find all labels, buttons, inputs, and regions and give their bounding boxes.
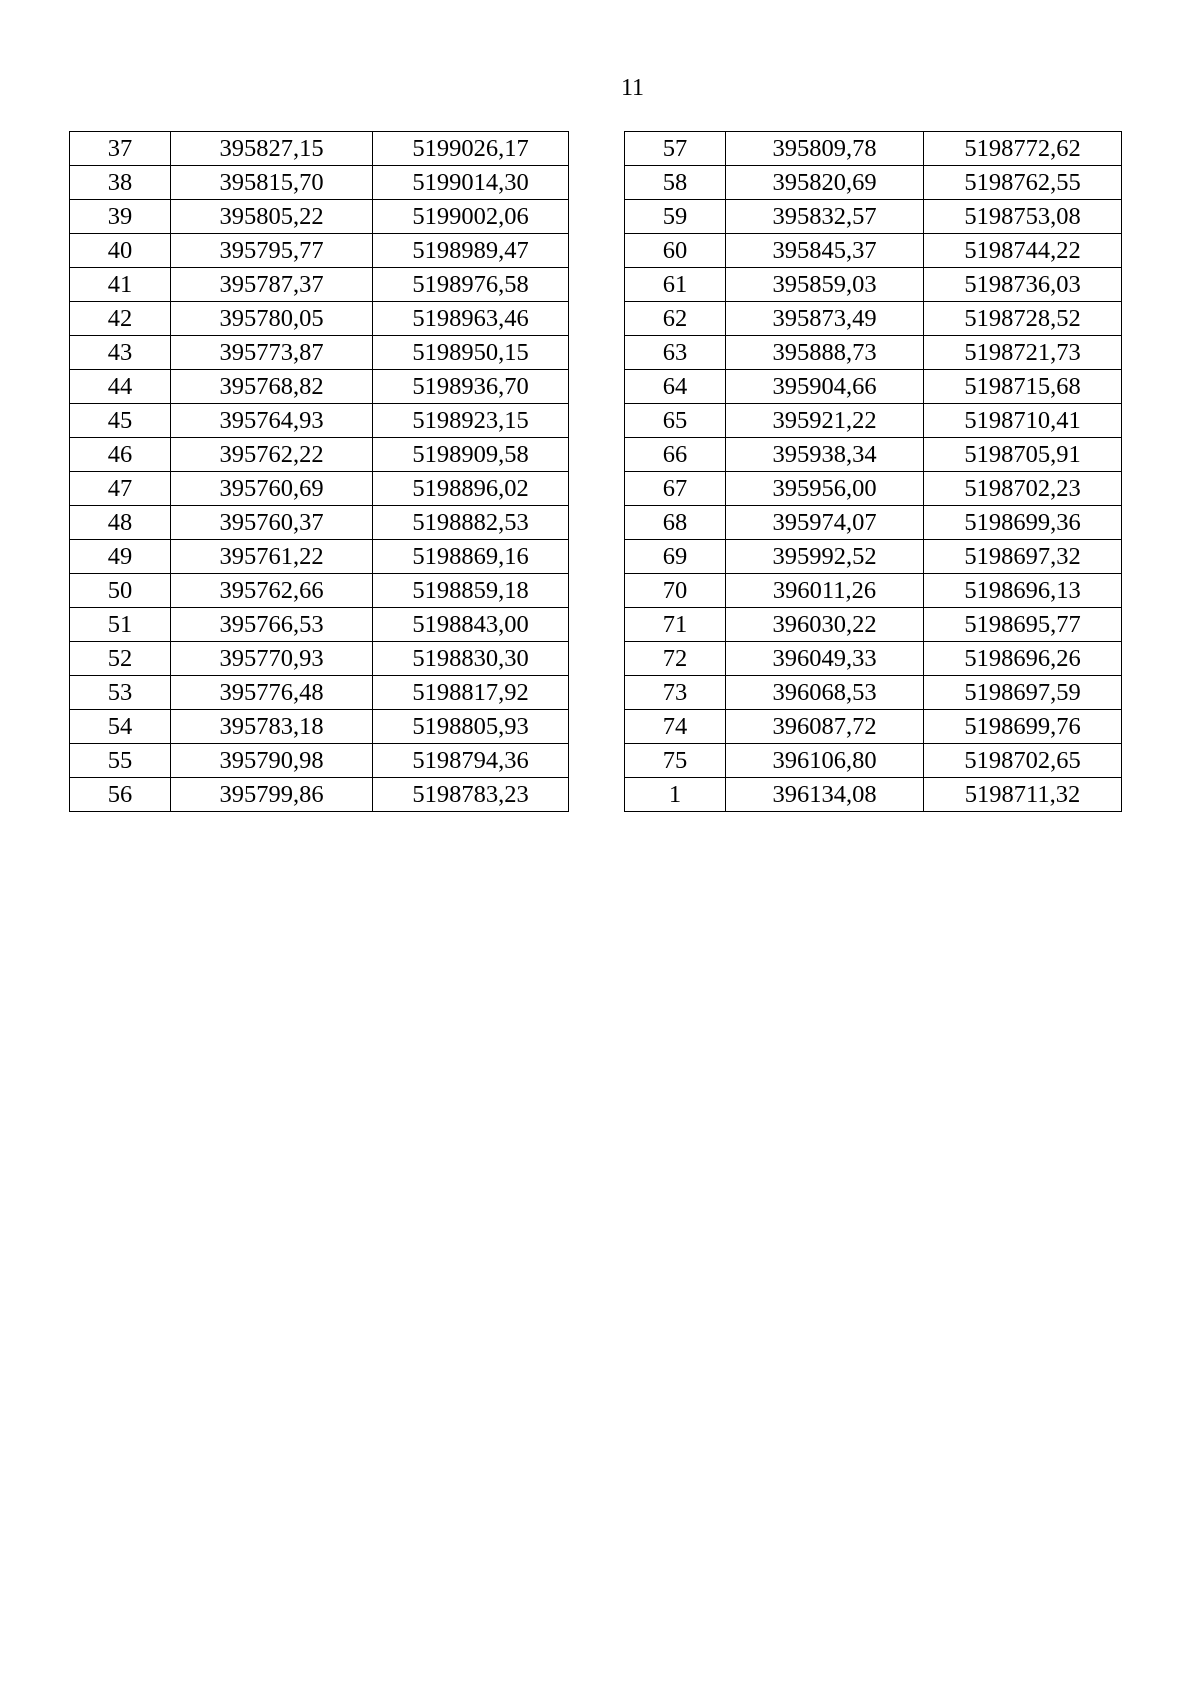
x-coordinate-cell: 395820,69 xyxy=(726,166,924,200)
x-coordinate-cell: 395780,05 xyxy=(171,302,373,336)
y-coordinate-cell: 5198989,47 xyxy=(373,234,569,268)
y-coordinate-cell: 5198869,16 xyxy=(373,540,569,574)
x-coordinate-cell: 396106,80 xyxy=(726,744,924,778)
y-coordinate-cell: 5198817,92 xyxy=(373,676,569,710)
table-row xyxy=(625,404,1122,438)
x-coordinate-cell: 395805,22 xyxy=(171,200,373,234)
point-number-cell: 53 xyxy=(70,676,171,710)
y-coordinate-cell: 5198753,08 xyxy=(924,200,1122,234)
point-number-cell: 1 xyxy=(625,778,726,812)
x-coordinate-cell: 395760,37 xyxy=(171,506,373,540)
x-coordinate-cell: 395873,49 xyxy=(726,302,924,336)
point-number-cell: 66 xyxy=(625,438,726,472)
x-coordinate-cell: 395956,00 xyxy=(726,472,924,506)
x-coordinate-cell: 395795,77 xyxy=(171,234,373,268)
point-number-cell: 54 xyxy=(70,710,171,744)
table-row xyxy=(70,608,569,642)
point-number-cell: 56 xyxy=(70,778,171,812)
x-coordinate-cell: 395766,53 xyxy=(171,608,373,642)
x-coordinate-cell: 395762,22 xyxy=(171,438,373,472)
x-coordinate-cell: 395770,93 xyxy=(171,642,373,676)
y-coordinate-cell: 5198705,91 xyxy=(924,438,1122,472)
x-coordinate-cell: 395827,15 xyxy=(171,132,373,166)
y-coordinate-cell: 5199026,17 xyxy=(373,132,569,166)
y-coordinate-cell: 5198923,15 xyxy=(373,404,569,438)
table-row xyxy=(625,574,1122,608)
x-coordinate-cell: 395815,70 xyxy=(171,166,373,200)
x-coordinate-cell: 395845,37 xyxy=(726,234,924,268)
table-row xyxy=(70,778,569,812)
table-row xyxy=(625,676,1122,710)
x-coordinate-cell: 395790,98 xyxy=(171,744,373,778)
y-coordinate-cell: 5198721,73 xyxy=(924,336,1122,370)
point-number-cell: 61 xyxy=(625,268,726,302)
y-coordinate-cell: 5198702,23 xyxy=(924,472,1122,506)
x-coordinate-cell: 395773,87 xyxy=(171,336,373,370)
y-coordinate-cell: 5198695,77 xyxy=(924,608,1122,642)
y-coordinate-cell: 5198744,22 xyxy=(924,234,1122,268)
y-coordinate-cell: 5198728,52 xyxy=(924,302,1122,336)
point-number-cell: 46 xyxy=(70,438,171,472)
point-number-cell: 55 xyxy=(70,744,171,778)
y-coordinate-cell: 5198710,41 xyxy=(924,404,1122,438)
table-row xyxy=(625,744,1122,778)
point-number-cell: 63 xyxy=(625,336,726,370)
y-coordinate-cell: 5198830,30 xyxy=(373,642,569,676)
y-coordinate-cell: 5198963,46 xyxy=(373,302,569,336)
point-number-cell: 41 xyxy=(70,268,171,302)
table-row xyxy=(70,506,569,540)
table-row xyxy=(625,268,1122,302)
y-coordinate-cell: 5198859,18 xyxy=(373,574,569,608)
point-number-cell: 68 xyxy=(625,506,726,540)
x-coordinate-cell: 395809,78 xyxy=(726,132,924,166)
x-coordinate-cell: 396030,22 xyxy=(726,608,924,642)
y-coordinate-cell: 5198715,68 xyxy=(924,370,1122,404)
y-coordinate-cell: 5199002,06 xyxy=(373,200,569,234)
point-number-cell: 65 xyxy=(625,404,726,438)
table-row xyxy=(625,302,1122,336)
point-number-cell: 71 xyxy=(625,608,726,642)
x-coordinate-cell: 395783,18 xyxy=(171,710,373,744)
point-number-cell: 70 xyxy=(625,574,726,608)
table-row xyxy=(70,540,569,574)
x-coordinate-cell: 396134,08 xyxy=(726,778,924,812)
y-coordinate-cell: 5198736,03 xyxy=(924,268,1122,302)
y-coordinate-cell: 5198976,58 xyxy=(373,268,569,302)
x-coordinate-cell: 395904,66 xyxy=(726,370,924,404)
x-coordinate-cell: 395859,03 xyxy=(726,268,924,302)
point-number-cell: 64 xyxy=(625,370,726,404)
y-coordinate-cell: 5199014,30 xyxy=(373,166,569,200)
table-row xyxy=(70,370,569,404)
coordinates-table-right xyxy=(624,131,1122,812)
table-row xyxy=(70,166,569,200)
point-number-cell: 75 xyxy=(625,744,726,778)
table-row xyxy=(625,710,1122,744)
y-coordinate-cell: 5198762,55 xyxy=(924,166,1122,200)
table-row xyxy=(625,642,1122,676)
table-row xyxy=(70,336,569,370)
x-coordinate-cell: 395762,66 xyxy=(171,574,373,608)
table-body xyxy=(625,132,1122,812)
point-number-cell: 42 xyxy=(70,302,171,336)
y-coordinate-cell: 5198699,76 xyxy=(924,710,1122,744)
table-row xyxy=(625,200,1122,234)
y-coordinate-cell: 5198699,36 xyxy=(924,506,1122,540)
x-coordinate-cell: 395776,48 xyxy=(171,676,373,710)
table-row xyxy=(625,234,1122,268)
x-coordinate-cell: 395832,57 xyxy=(726,200,924,234)
point-number-cell: 69 xyxy=(625,540,726,574)
x-coordinate-cell: 395764,93 xyxy=(171,404,373,438)
table-row xyxy=(625,778,1122,812)
x-coordinate-cell: 395799,86 xyxy=(171,778,373,812)
table-row xyxy=(70,574,569,608)
point-number-cell: 44 xyxy=(70,370,171,404)
table-row xyxy=(70,676,569,710)
table-row xyxy=(70,200,569,234)
y-coordinate-cell: 5198696,13 xyxy=(924,574,1122,608)
table-row xyxy=(70,268,569,302)
table-body xyxy=(70,132,569,812)
y-coordinate-cell: 5198805,93 xyxy=(373,710,569,744)
point-number-cell: 47 xyxy=(70,472,171,506)
table-row xyxy=(70,438,569,472)
point-number-cell: 60 xyxy=(625,234,726,268)
table-row xyxy=(70,234,569,268)
table-row xyxy=(625,438,1122,472)
point-number-cell: 48 xyxy=(70,506,171,540)
point-number-cell: 73 xyxy=(625,676,726,710)
table-row xyxy=(625,472,1122,506)
table-row xyxy=(70,472,569,506)
y-coordinate-cell: 5198696,26 xyxy=(924,642,1122,676)
x-coordinate-cell: 395938,34 xyxy=(726,438,924,472)
table-row xyxy=(625,336,1122,370)
x-coordinate-cell: 395761,22 xyxy=(171,540,373,574)
point-number-cell: 72 xyxy=(625,642,726,676)
point-number-cell: 37 xyxy=(70,132,171,166)
table-row xyxy=(70,132,569,166)
table-row xyxy=(625,370,1122,404)
table-row xyxy=(70,642,569,676)
y-coordinate-cell: 5198909,58 xyxy=(373,438,569,472)
point-number-cell: 40 xyxy=(70,234,171,268)
point-number-cell: 45 xyxy=(70,404,171,438)
y-coordinate-cell: 5198936,70 xyxy=(373,370,569,404)
y-coordinate-cell: 5198783,23 xyxy=(373,778,569,812)
x-coordinate-cell: 396068,53 xyxy=(726,676,924,710)
point-number-cell: 58 xyxy=(625,166,726,200)
point-number-cell: 59 xyxy=(625,200,726,234)
y-coordinate-cell: 5198950,15 xyxy=(373,336,569,370)
table-row xyxy=(70,744,569,778)
x-coordinate-cell: 395921,22 xyxy=(726,404,924,438)
table-row xyxy=(70,404,569,438)
point-number-cell: 52 xyxy=(70,642,171,676)
y-coordinate-cell: 5198772,62 xyxy=(924,132,1122,166)
y-coordinate-cell: 5198702,65 xyxy=(924,744,1122,778)
x-coordinate-cell: 395974,07 xyxy=(726,506,924,540)
point-number-cell: 51 xyxy=(70,608,171,642)
y-coordinate-cell: 5198794,36 xyxy=(373,744,569,778)
point-number-cell: 50 xyxy=(70,574,171,608)
coordinates-table-left xyxy=(69,131,569,812)
x-coordinate-cell: 396087,72 xyxy=(726,710,924,744)
y-coordinate-cell: 5198711,32 xyxy=(924,778,1122,812)
table-row xyxy=(625,608,1122,642)
table-row xyxy=(625,166,1122,200)
point-number-cell: 39 xyxy=(70,200,171,234)
y-coordinate-cell: 5198843,00 xyxy=(373,608,569,642)
point-number-cell: 74 xyxy=(625,710,726,744)
y-coordinate-cell: 5198882,53 xyxy=(373,506,569,540)
point-number-cell: 62 xyxy=(625,302,726,336)
x-coordinate-cell: 395787,37 xyxy=(171,268,373,302)
point-number-cell: 67 xyxy=(625,472,726,506)
point-number-cell: 38 xyxy=(70,166,171,200)
y-coordinate-cell: 5198697,59 xyxy=(924,676,1122,710)
point-number-cell: 57 xyxy=(625,132,726,166)
table-row xyxy=(70,302,569,336)
x-coordinate-cell: 396049,33 xyxy=(726,642,924,676)
x-coordinate-cell: 395992,52 xyxy=(726,540,924,574)
point-number-cell: 49 xyxy=(70,540,171,574)
x-coordinate-cell: 395768,82 xyxy=(171,370,373,404)
y-coordinate-cell: 5198697,32 xyxy=(924,540,1122,574)
point-number-cell: 43 xyxy=(70,336,171,370)
x-coordinate-cell: 395760,69 xyxy=(171,472,373,506)
page-number: 11 xyxy=(620,75,645,101)
x-coordinate-cell: 396011,26 xyxy=(726,574,924,608)
table-row xyxy=(625,540,1122,574)
table-row xyxy=(625,132,1122,166)
y-coordinate-cell: 5198896,02 xyxy=(373,472,569,506)
x-coordinate-cell: 395888,73 xyxy=(726,336,924,370)
table-row xyxy=(625,506,1122,540)
table-row xyxy=(70,710,569,744)
